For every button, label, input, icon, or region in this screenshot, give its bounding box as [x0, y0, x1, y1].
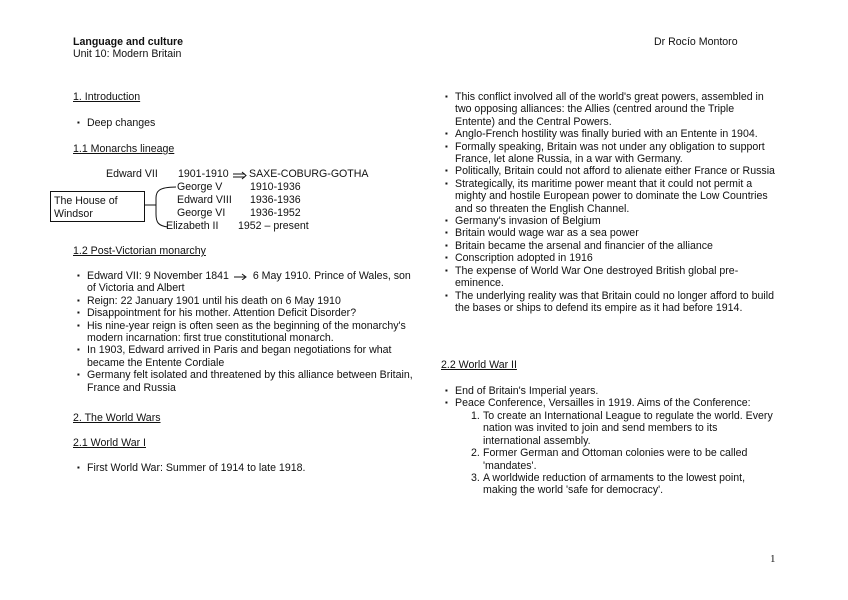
edward-vii-death: 6 May 1910. Prince of Wales, son of Victoria and Albert	[87, 270, 411, 295]
list-item	[441, 472, 777, 497]
list-item: ▪ Britain became the arsenal and financier of the alliance	[441, 240, 777, 252]
list-item: ▪ Conscription adopted in 1916	[441, 252, 777, 264]
course-title: Language and culture	[73, 36, 184, 48]
list-item: ▪ Anglo-French hostility was finally buried with an Entente in 1904.	[441, 128, 777, 140]
unit-title: Unit 10: Modern Britain	[73, 48, 182, 60]
monarch-george-vi-years: 1936-1952	[250, 207, 301, 219]
page-number: 1	[770, 553, 776, 565]
list-item: ▪ The expense of World War One destroyed British global pre-eminence.	[441, 265, 777, 290]
arrow-right-icon	[232, 170, 248, 180]
list-number: 2.	[471, 447, 480, 460]
edward-vii-birth: Edward VII: 9 November 1841	[87, 270, 229, 282]
list-item: ▪ Disappointment for his mother. Attention Deficit Disorder?	[73, 307, 413, 319]
house-of-windsor-line2: Windsor	[54, 208, 93, 220]
monarch-edward-vii-years: 1901-1910	[178, 168, 229, 180]
list-text: Former German and Ottoman colonies were to be called 'mandates'.	[483, 447, 748, 472]
list-item: ▪ Strategically, its maritime power meant that it could not permit a mighty and hostile European power to dominate the Low Countries and so threaten the English Channel.	[441, 178, 777, 215]
monarch-edward-viii: Edward VIII	[177, 194, 232, 206]
monarch-elizabeth-ii-years: 1952 – present	[238, 220, 309, 232]
list-text: A worldwide reduction of armaments to the lowest point, making the world 'safe for democracy'.	[483, 472, 746, 497]
monarch-george-v-years: 1910-1936	[250, 181, 301, 193]
monarch-edward-viii-years: 1936-1936	[250, 194, 301, 206]
arrow-right-icon	[232, 271, 250, 280]
list-item: ▪ The underlying reality was that Britain could no longer afford to build the bases or ships to defend its empire as it had before 1914.	[441, 290, 777, 315]
list-item: ▪ This conflict involved all of the world's great powers, assembled in two opposing alliances: the Allies (centred around the Triple Entente) and the Central Powers.	[441, 91, 777, 128]
ww1-right-bullets	[441, 91, 777, 314]
list-item: ▪ First World War: Summer of 1914 to late 1918.	[73, 462, 393, 474]
list-item: ▪ Formally speaking, Britain was not under any obligation to support France, let alone Russia, in a war with Germany.	[441, 141, 777, 166]
house-saxe-coburg-gotha: SAXE-COBURG-GOTHA	[249, 168, 369, 180]
post-victorian-bullets	[73, 270, 413, 394]
list-item: ▪ Germany felt isolated and threatened by this alliance between Britain, France and Russia	[73, 369, 413, 394]
monarch-edward-vii: Edward VII	[106, 168, 158, 180]
list-item	[441, 447, 777, 472]
list-item	[73, 270, 413, 295]
list-item: ▪ Peace Conference, Versailles in 1919. Aims of the Conference:	[441, 397, 777, 409]
list-item: ▪ Politically, Britain could not afford to alienate either France or Russia	[441, 165, 777, 177]
conference-aims-list	[441, 410, 777, 497]
world-wars-heading: 2. The World Wars	[73, 412, 161, 424]
ww1-left-bullets	[73, 462, 393, 474]
intro-bullets	[73, 117, 373, 129]
list-item: ▪ End of Britain's Imperial years.	[441, 385, 777, 397]
list-item: ▪ Deep changes	[73, 117, 373, 129]
list-item: ▪ Reign: 22 January 1901 until his death on 6 May 1910	[73, 295, 413, 307]
list-number: 1.	[471, 410, 480, 422]
monarch-george-v: George V	[177, 181, 223, 193]
ww2-bullets	[441, 385, 777, 410]
list-item: ▪ In 1903, Edward arrived in Paris and began negotiations for what became the Entente Cordiale	[73, 344, 413, 369]
list-text: To create an International League to regulate the world. Every nation was invited to join and send members to its international assembly.	[483, 410, 773, 447]
list-item: ▪ Britain would wage war as a sea power	[441, 227, 777, 239]
monarch-elizabeth-ii: Elizabeth II	[166, 220, 219, 232]
post-victorian-heading: 1.2 Post-Victorian monarchy	[73, 245, 206, 257]
list-item: ▪ Germany's invasion of Belgium	[441, 215, 777, 227]
house-of-windsor-line1: The House of	[54, 195, 118, 207]
intro-heading: 1. Introduction	[73, 91, 141, 103]
lineage-heading: 1.1 Monarchs lineage	[73, 143, 175, 155]
list-number: 3.	[471, 472, 480, 485]
list-item: ▪ His nine-year reign is often seen as the beginning of the monarchy's modern incarnation: first true constitutional monarch.	[73, 320, 413, 345]
monarch-george-vi: George VI	[177, 207, 226, 219]
author-name: Dr Rocío Montoro	[654, 36, 738, 48]
list-item	[441, 410, 777, 447]
ww1-heading: 2.1 World War I	[73, 437, 146, 449]
ww2-heading: 2.2 World War II	[441, 359, 517, 371]
